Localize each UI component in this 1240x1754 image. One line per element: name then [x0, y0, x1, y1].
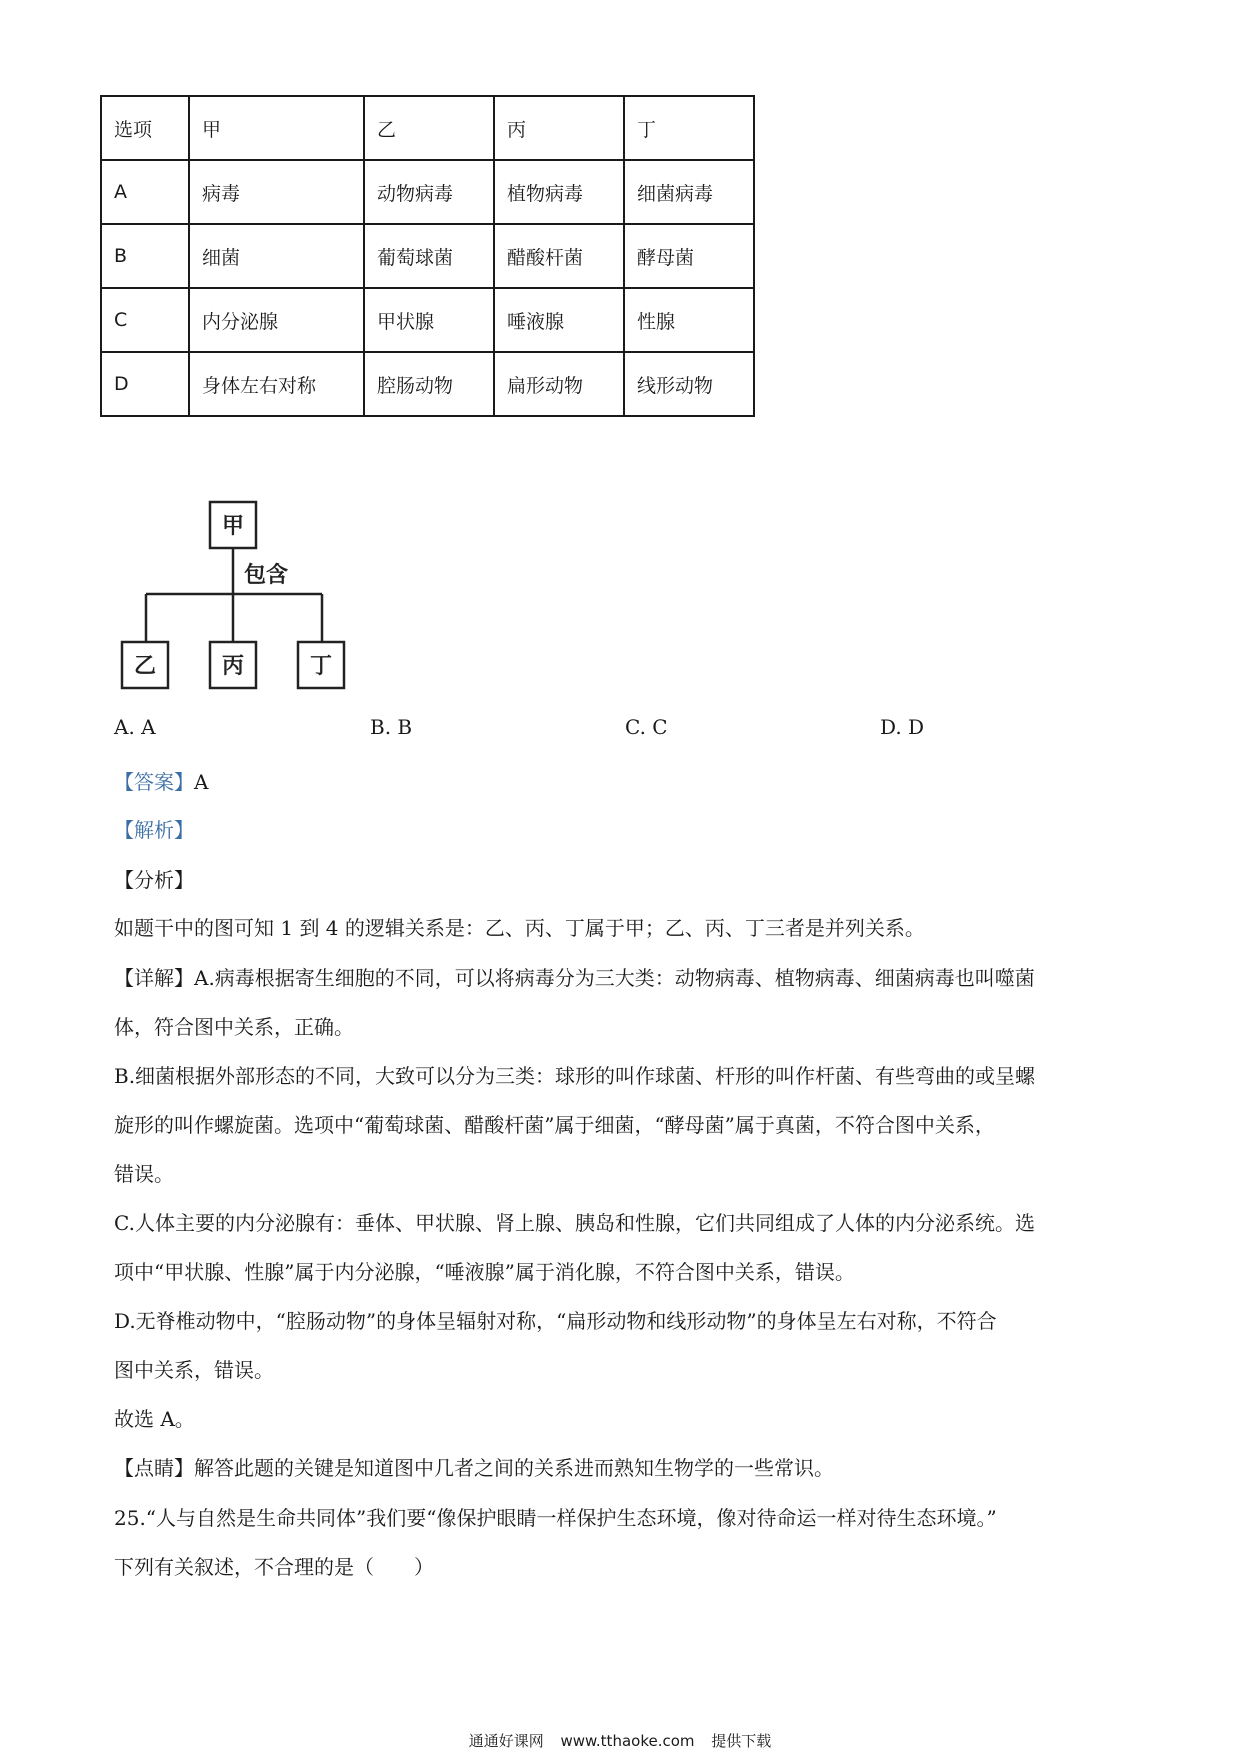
- options-table: [100, 95, 755, 417]
- table-cell: 酵母菌: [624, 224, 754, 288]
- detail-line: 旋形的叫作螺旋菌。选项中“葡萄球菌、醋酸杆菌”属于细菌，“酵母菌”属于真菌，不符合图中关系，: [114, 1113, 995, 1137]
- answer-label: 【答案】: [114, 770, 194, 794]
- choice-d[interactable]: D. D: [880, 715, 925, 739]
- choice-b[interactable]: B. B: [370, 715, 413, 739]
- table-cell: C: [101, 288, 189, 352]
- fenxi-text: 如题干中的图可知 1 到 4 的逻辑关系是：乙、丙、丁属于甲；乙、丙、丁三者是并列关系。: [114, 916, 925, 940]
- table-row: [101, 160, 754, 224]
- detail-line: C.人体主要的内分泌腺有：垂体、甲状腺、肾上腺、胰岛和性腺，它们共同组成了人体的内分泌系统。选: [114, 1211, 1035, 1235]
- footer-site: 通通好课网: [468, 1732, 544, 1750]
- table-cell: 选项: [101, 96, 189, 160]
- table-cell: 丙: [494, 96, 624, 160]
- analysis-heading: 【解析】: [114, 818, 194, 842]
- answer-line: [114, 772, 208, 792]
- detail-line: 错误。: [114, 1162, 174, 1186]
- relation-label: 包含: [243, 563, 289, 588]
- table-cell: 身体左右对称: [189, 352, 364, 416]
- detail-line: B.细菌根据外部形态的不同，大致可以分为三类：球形的叫作球菌、杆形的叫作杆菌、有些弯曲的或呈螺: [114, 1064, 1036, 1088]
- table-cell: 植物病毒: [494, 160, 624, 224]
- table-header-row: [101, 96, 754, 160]
- page-footer: [0, 1730, 1240, 1751]
- detail-line: D.无脊椎动物中，“腔肠动物”的身体呈辐射对称，“扁形动物和线形动物”的身体呈左右对称，不符合: [114, 1309, 997, 1333]
- table-cell: 唾液腺: [494, 288, 624, 352]
- footer-note: 提供下载: [711, 1732, 772, 1750]
- table-cell: 细菌: [189, 224, 364, 288]
- node-child-label: 丙: [221, 654, 245, 679]
- node-child-label: 乙: [133, 654, 157, 679]
- table-cell: 性腺: [624, 288, 754, 352]
- table-cell: B: [101, 224, 189, 288]
- detail-line: 【点睛】解答此题的关键是知道图中几者之间的关系进而熟知生物学的一些常识。: [114, 1456, 834, 1480]
- table-cell: 腔肠动物: [364, 352, 494, 416]
- table-row: [101, 288, 754, 352]
- detail-line: 【详解】A.病毒根据寄生细胞的不同，可以将病毒分为三大类：动物病毒、植物病毒、细菌病毒也叫噬菌: [114, 966, 1035, 990]
- table-row: [101, 352, 754, 416]
- hierarchy-diagram: [110, 490, 360, 705]
- table-cell: 线形动物: [624, 352, 754, 416]
- table-cell: 内分泌腺: [189, 288, 364, 352]
- table-cell: 醋酸杆菌: [494, 224, 624, 288]
- table-row: [101, 224, 754, 288]
- table-cell: D: [101, 352, 189, 416]
- detail-line: 项中“甲状腺、性腺”属于内分泌腺，“唾液腺”属于消化腺，不符合图中关系，错误。: [114, 1260, 855, 1284]
- detail-line: 故选 A。: [114, 1407, 195, 1431]
- detail-line: 体，符合图中关系，正确。: [114, 1015, 354, 1039]
- table-cell: 乙: [364, 96, 494, 160]
- detail-line: 图中关系，错误。: [114, 1358, 274, 1382]
- footer-url[interactable]: www.tthaoke.com: [560, 1732, 695, 1750]
- table-cell: 甲状腺: [364, 288, 494, 352]
- table-cell: 细菌病毒: [624, 160, 754, 224]
- table-cell: 葡萄球菌: [364, 224, 494, 288]
- table-cell: 病毒: [189, 160, 364, 224]
- table-cell: 丁: [624, 96, 754, 160]
- fenxi-label: 【分析】: [114, 868, 194, 892]
- table-cell: 动物病毒: [364, 160, 494, 224]
- table-cell: 甲: [189, 96, 364, 160]
- choice-c[interactable]: C. C: [625, 715, 668, 739]
- question-25-line: 25.“人与自然是生命共同体”我们要“像保护眼睛一样保护生态环境，像对待命运一样对待生态环境。”: [114, 1506, 997, 1530]
- choice-a[interactable]: A. A: [114, 715, 156, 739]
- answer-value: A: [194, 770, 209, 794]
- table-cell: 扁形动物: [494, 352, 624, 416]
- node-top-label: 甲: [221, 514, 245, 539]
- node-child-label: 丁: [309, 654, 333, 679]
- question-25-line: 下列有关叙述，不合理的是（ ）: [114, 1555, 434, 1579]
- table-cell: A: [101, 160, 189, 224]
